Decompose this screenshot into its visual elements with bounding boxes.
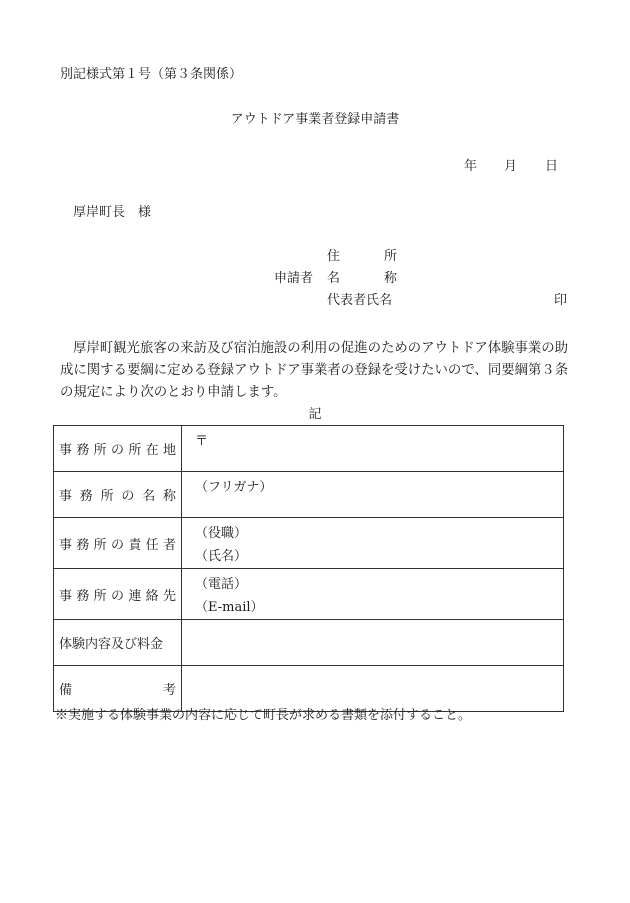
addressee: 厚岸町長 様 [73,205,152,220]
field-caption: （フリガナ） [195,480,273,495]
label-char: 責 [128,537,142,553]
attachment-note: ※実施する体験事業の内容に応じて町長が求める書類を添付すること。 [55,708,472,723]
table-row-office-name [54,472,564,518]
table-row-experience-and-fees [54,620,564,666]
label-char: 連 [128,588,142,604]
row-label-experience-and-fees [54,620,182,666]
row-label-office-location [54,426,182,472]
label-char: 先 [162,588,176,604]
label-char: 体験内容及び料金 [59,637,164,652]
label-char: 在 [145,443,159,458]
label-char: 名 [142,489,156,504]
seal-mark: 印 [554,293,568,308]
ki-heading: 記 [308,407,322,422]
row-label-office-manager [54,518,182,569]
label-char: 者 [162,537,176,553]
date-month-label: 月 [504,159,518,174]
row-value-office-name[interactable] [182,472,564,518]
label-char: 務 [76,537,90,553]
table-row-office-contact [54,569,564,620]
applicant-label: 申請者 [274,271,314,286]
label-char: 事 [59,443,73,458]
label-char: 所 [93,588,107,604]
label-char: 所 [128,443,142,458]
label-char: 務 [76,588,90,604]
label-char: 所 [93,443,107,458]
label-char: 考 [162,683,176,698]
table-row-remarks [54,666,564,712]
application-statement: 厚岸町観光旅客の来訪及び宿泊施設の利用の促進のためのアウトドア体験事業の助成に関する要綱に定める登録アウトドア事業者の登録を受けたいので、同要綱第３条の規定により次のとおり申請します。 [60,341,569,400]
row-label-office-name [54,472,182,518]
label-char: 備 [59,683,73,698]
label-char: 所 [93,537,107,553]
field-caption: （役職） [195,526,248,541]
date-year-label: 年 [464,159,478,174]
form-number: 別記様式第１号（第３条関係） [60,67,243,82]
table-row-office-manager [54,518,564,569]
label-char: 事 [59,588,73,604]
label-char: の [121,489,135,504]
field-caption: （E-mail） [195,600,264,615]
row-value-office-location[interactable] [182,426,564,472]
label-char: 称 [162,489,176,504]
field-caption: 〒 [195,434,209,449]
label-char: 務 [79,489,93,504]
date-day-label: 日 [545,159,559,174]
label-char: 務 [76,443,90,458]
row-value-remarks[interactable] [182,666,564,712]
label-char: 事 [59,489,73,504]
representative-name-label: 代表者氏名 [327,293,393,308]
table-row-office-location [54,426,564,472]
row-value-office-manager[interactable] [182,518,564,569]
field-caption: （氏名） [195,549,248,564]
applicant-name-label: 名 称 [327,271,397,286]
row-label-remarks [54,666,182,712]
row-value-office-contact[interactable] [182,569,564,620]
field-caption: （電話） [195,577,248,592]
label-char: 地 [162,443,176,458]
label-char: 任 [145,537,159,553]
applicant-address-label: 住 所 [327,249,397,264]
row-label-office-contact [54,569,182,620]
label-char: の [110,537,124,553]
label-char: の [110,588,124,604]
label-char: 所 [100,489,114,504]
row-value-experience-and-fees[interactable] [182,620,564,666]
label-char: の [110,443,124,458]
document-title: アウトドア事業者登録申請書 [230,112,400,127]
label-char: 事 [59,537,73,553]
label-char: 絡 [145,588,159,604]
registration-table [53,425,564,712]
